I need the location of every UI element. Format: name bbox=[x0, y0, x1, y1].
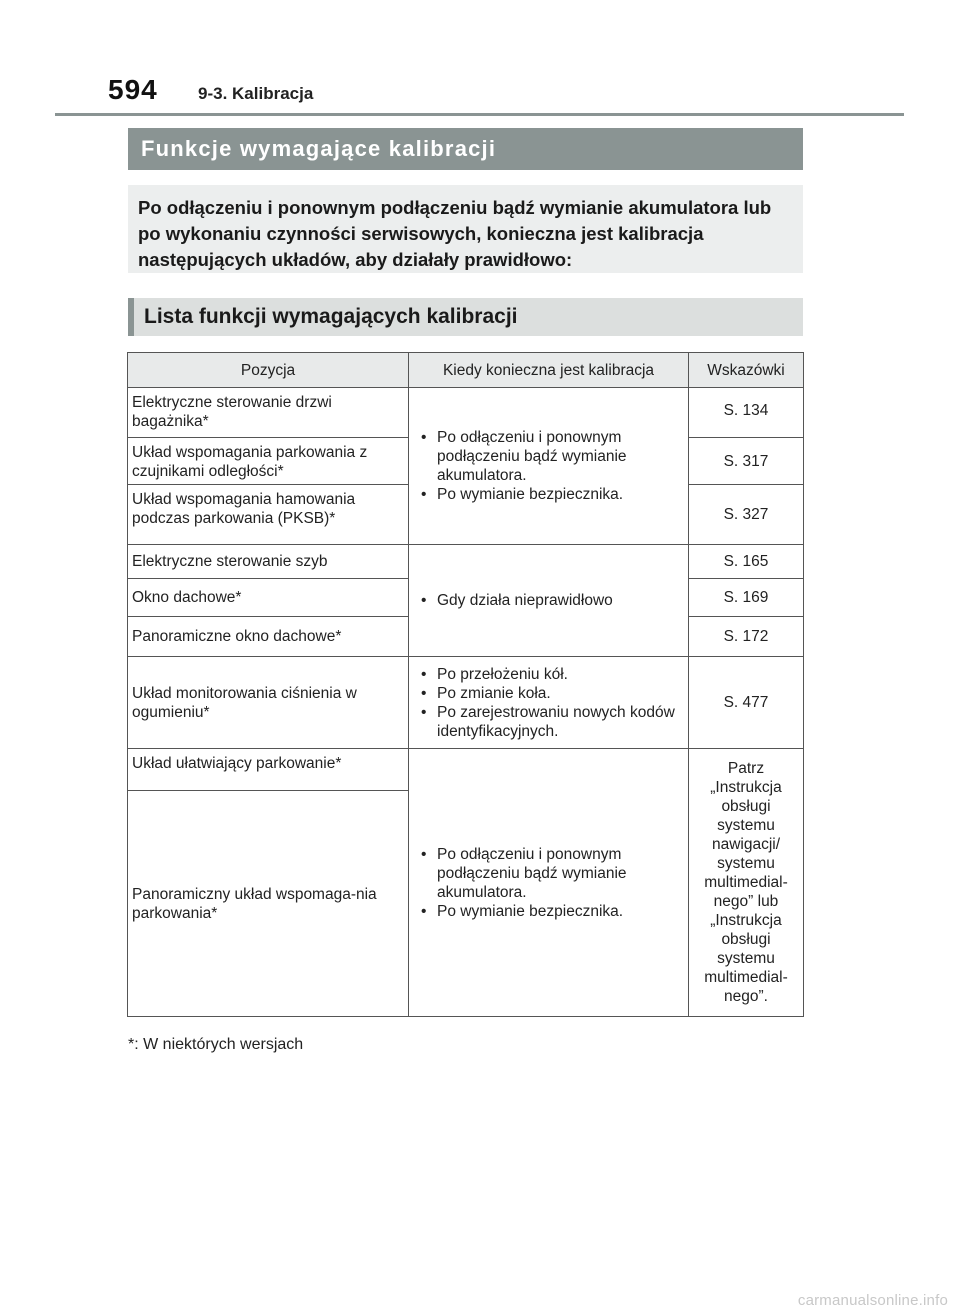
list-item: • Po wymianie bezpiecznika. bbox=[417, 902, 680, 921]
list-item: • Po zarejestrowaniu nowych kodów identyfikacyjnych. bbox=[417, 703, 680, 741]
subsection-heading: Lista funkcji wymagających kalibracji bbox=[144, 305, 518, 328]
when-list bbox=[417, 845, 680, 921]
header-position: Pozycja bbox=[128, 353, 409, 388]
header-ref: Wskazówki bbox=[689, 353, 804, 388]
section-title: 9-3. Kalibracja bbox=[198, 84, 314, 103]
position-cell: Układ ułatwiający parkowanie* bbox=[128, 749, 409, 791]
list-item: • Po odłączeniu i ponownym podłączeniu bądź wymianie akumulatora. bbox=[417, 845, 680, 902]
position-cell: Układ wspomagania parkowania z czujnikami odległości* bbox=[128, 438, 409, 485]
position-cell: Układ wspomagania hamowania podczas parkowania (PKSB)* bbox=[128, 485, 409, 545]
subsection-heading-bar bbox=[128, 298, 803, 336]
list-item: • Po odłączeniu i ponownym podłączeniu bądź wymianie akumulatora. bbox=[417, 428, 680, 485]
header-divider bbox=[55, 113, 904, 116]
intro-box bbox=[128, 185, 803, 273]
list-item: • Po przełożeniu kół. bbox=[417, 665, 680, 684]
list-item: • Po zmianie koła. bbox=[417, 684, 680, 703]
when-cell bbox=[409, 749, 689, 1017]
ref-cell: S. 477 bbox=[689, 657, 804, 749]
ref-cell: S. 165 bbox=[689, 545, 804, 579]
ref-cell: S. 134 bbox=[689, 388, 804, 438]
page-header bbox=[0, 0, 960, 120]
position-cell: Panoramiczne okno dachowe* bbox=[128, 617, 409, 657]
when-cell bbox=[409, 388, 689, 545]
section-heading-bar bbox=[128, 128, 803, 170]
position-cell: Elektryczne sterowanie szyb bbox=[128, 545, 409, 579]
watermark: carmanualsonline.info bbox=[797, 1292, 948, 1309]
section-heading: Funkcje wymagające kalibracji bbox=[141, 136, 497, 161]
list-item: • Gdy działa nieprawidłowo bbox=[417, 591, 680, 610]
calibration-table bbox=[127, 352, 804, 1017]
position-cell: Układ monitorowania ciśnienia w ogumieniu* bbox=[128, 657, 409, 749]
table-row bbox=[128, 657, 804, 749]
ref-cell: Patrz „Instrukcja obsługi systemu nawigacji/ systemu multimedial-nego” lub „Instrukcja obsługi systemu multimedial-nego”. bbox=[689, 749, 804, 1017]
ref-cell: S. 317 bbox=[689, 438, 804, 485]
page-number: 594 bbox=[108, 74, 158, 105]
footnote: *: W niektórych wersjach bbox=[128, 1036, 304, 1053]
position-cell: Panoramiczny układ wspomaga-nia parkowania* bbox=[128, 791, 409, 1017]
table-row bbox=[128, 749, 804, 791]
table-row bbox=[128, 545, 804, 579]
position-cell: Okno dachowe* bbox=[128, 579, 409, 617]
subsection-accent bbox=[128, 298, 134, 336]
table-header-row bbox=[128, 353, 804, 388]
ref-cell: S. 172 bbox=[689, 617, 804, 657]
when-list bbox=[417, 428, 680, 504]
position-cell: Elektryczne sterowanie drzwi bagażnika* bbox=[128, 388, 409, 438]
ref-cell: S. 169 bbox=[689, 579, 804, 617]
ref-cell: S. 327 bbox=[689, 485, 804, 545]
when-list bbox=[417, 591, 680, 610]
list-item: • Po wymianie bezpiecznika. bbox=[417, 485, 680, 504]
when-cell bbox=[409, 657, 689, 749]
header-when: Kiedy konieczna jest kalibracja bbox=[409, 353, 689, 388]
when-cell bbox=[409, 545, 689, 657]
when-list bbox=[417, 665, 680, 741]
table-row bbox=[128, 388, 804, 438]
intro-text: Po odłączeniu i ponownym podłączeniu bądź wymianie akumulatora lub po wykonaniu czynności serwisowych, konieczna jest kalibracja następujących układów, aby działały prawidłowo: bbox=[138, 197, 772, 270]
